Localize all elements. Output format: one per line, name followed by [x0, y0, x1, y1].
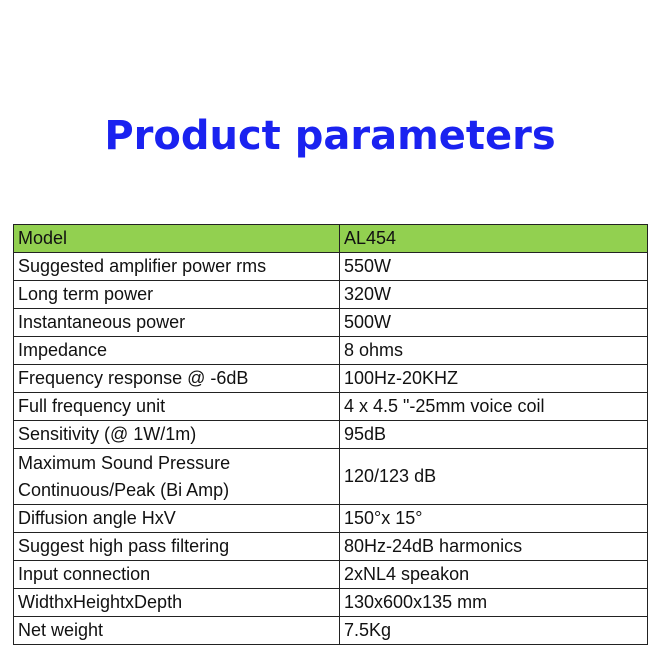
table-row: [14, 309, 648, 337]
row-label-line-2: Continuous/Peak (Bi Amp): [18, 479, 230, 500]
row-value: 2xNL4 speakon: [340, 561, 648, 589]
row-value: 7.5Kg: [340, 617, 648, 645]
row-label: Full frequency unit: [14, 393, 340, 421]
row-label: Impedance: [14, 337, 340, 365]
row-label: [14, 449, 340, 505]
row-label: WidthxHeightxDepth: [14, 589, 340, 617]
row-label: Frequency response @ -6dB: [14, 365, 340, 393]
page-title: Product parameters: [104, 113, 556, 159]
row-label: Suggested amplifier power rms: [14, 253, 340, 281]
parameters-table: [13, 224, 648, 645]
row-value: 4 x 4.5 "-25mm voice coil: [340, 393, 648, 421]
row-label: Long term power: [14, 281, 340, 309]
row-label: Suggest high pass filtering: [14, 533, 340, 561]
table-row: [14, 617, 648, 645]
table-row: [14, 421, 648, 449]
row-value: 8 ohms: [340, 337, 648, 365]
row-label: Net weight: [14, 617, 340, 645]
row-value: 320W: [340, 281, 648, 309]
row-label: Instantaneous power: [14, 309, 340, 337]
table-row: [14, 589, 648, 617]
table-row: [14, 393, 648, 421]
table-row: [14, 365, 648, 393]
row-value: 500W: [340, 309, 648, 337]
row-label-line-1: Maximum Sound Pressure: [18, 452, 231, 473]
header-label-cell: Model: [14, 225, 340, 253]
table-row: [14, 281, 648, 309]
row-value: 550W: [340, 253, 648, 281]
table-header-row: [14, 225, 648, 253]
table-row: [14, 561, 648, 589]
row-value: 95dB: [340, 421, 648, 449]
row-value: 130x600x135 mm: [340, 589, 648, 617]
row-label: Diffusion angle HxV: [14, 505, 340, 533]
row-value: 80Hz-24dB harmonics: [340, 533, 648, 561]
table-row: [14, 533, 648, 561]
row-label: Sensitivity (@ 1W/1m): [14, 421, 340, 449]
table-row: [14, 337, 648, 365]
table-row: [14, 449, 648, 505]
row-label: Input connection: [14, 561, 340, 589]
table-row: [14, 505, 648, 533]
row-value: 150°x 15°: [340, 505, 648, 533]
header-value-cell: AL454: [340, 225, 648, 253]
row-value: 120/123 dB: [340, 449, 648, 505]
table-row: [14, 253, 648, 281]
row-value: 100Hz-20KHZ: [340, 365, 648, 393]
